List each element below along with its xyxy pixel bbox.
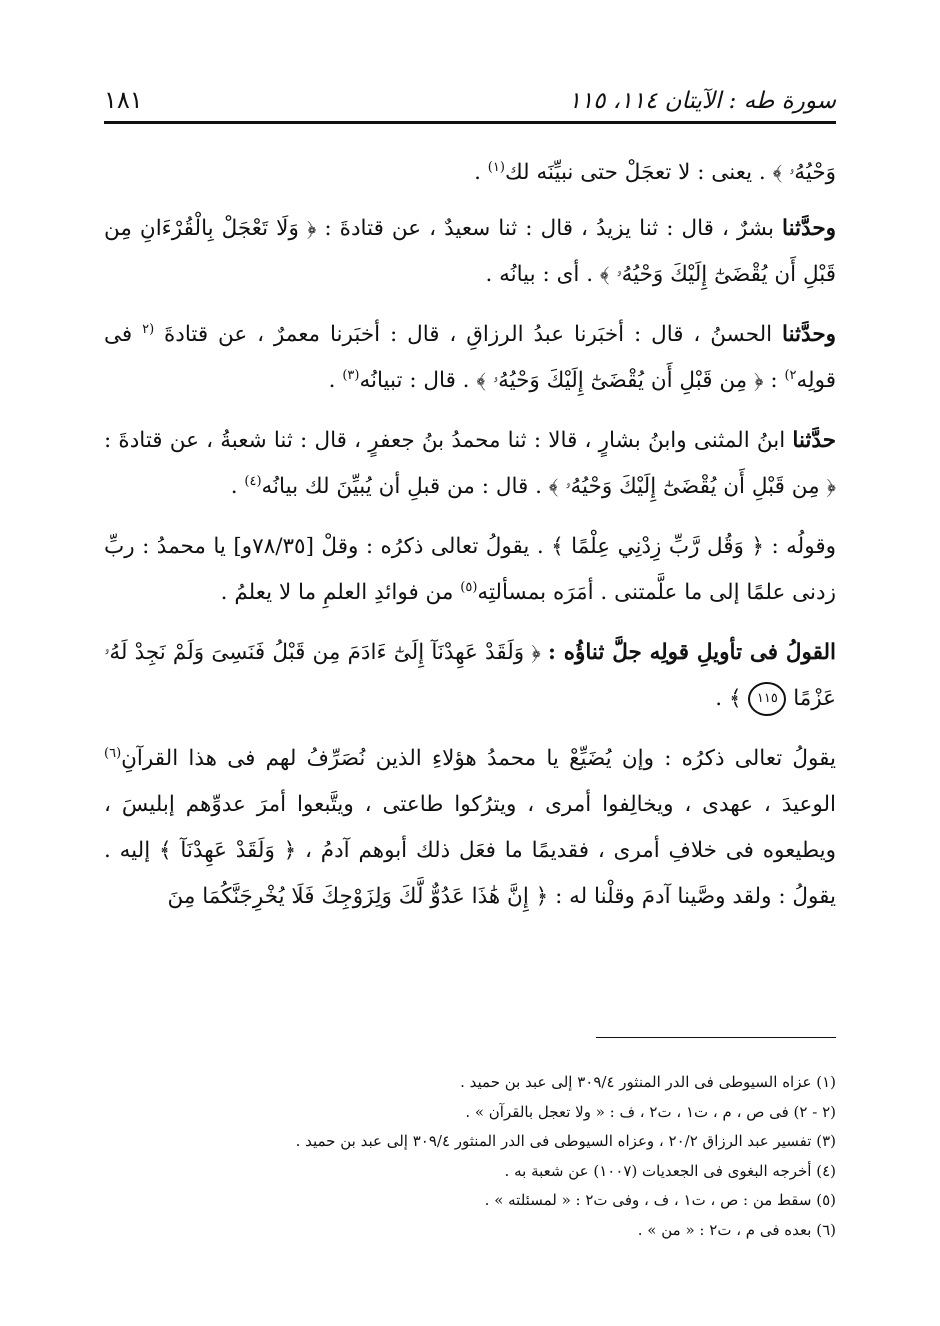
paragraph-lead: وحدَّثنا: [782, 216, 836, 241]
ayah-number-icon: ١١٥: [748, 682, 786, 716]
footnote-ref: (٤): [244, 473, 262, 489]
footnote-ref: (٣): [342, 367, 360, 383]
main-text: [104, 150, 836, 934]
paragraph-3: وحدَّثنا الحسنُ ، قال : أخبَرنا عبدُ الرزاقِ ، قال : أخبَرنا معمرٌ ، عن قتادةَ $^{(٢}$ فى قولِه$^{٢)}$ : ﴿ مِن قَبْلِ أَن يُقْضَىٰٓ إِلَيْكَ وَحْيُهُۥ ﴾ . قال : تبيانُه$^{(٣)}$ .: [104, 321, 836, 393]
header-rule: [104, 121, 836, 124]
footnote-item: (١) عزاه السيوطى فى الدر المنثور ٣٠٩/٤ إلى عبد بن حميد .: [460, 1073, 836, 1091]
footnote-item: (٢ - ٢) فى ص ، م ، ت١ ، ت٢ ، ف : « ولا تعجل بالقرآن » .: [465, 1102, 836, 1121]
footnote-item: (٤) أخرجه البغوى فى الجعديات (١٠٠٧) عن شعبة به .: [504, 1161, 836, 1180]
footnote-item: (٦) بعده فى م ، ت٢ : « من » .: [637, 1220, 836, 1239]
footnote-ref: (١): [487, 159, 505, 175]
paragraph-4: حدَّثنا ابنُ المثنى وابنُ بشارٍ ، قالا : ثنا محمدُ بنُ جعفرٍ ، قال : ثنا شعبةُ ، عن قتادةَ : ﴿ مِن قَبْلِ أَن يُقْضَىٰٓ إِلَيْكَ وَحْيُهُۥ ﴾ . قال : من قبلِ أن يُبيِّنَ لك بيانُه$^{(٤)}$ .: [104, 428, 836, 499]
footnotes: [104, 1068, 836, 1245]
section-heading: القولُ فى تأويلِ قولِه جلَّ ثناؤُه :: [547, 640, 836, 665]
footnote-ref: ٢): [784, 367, 797, 383]
footnote-ref: (٥): [460, 579, 478, 595]
page-number: ١٨١: [104, 86, 143, 114]
footnote-item: (٣) تفسير عبد الرزاق ٢٠/٢ ، وعزاه السيوطى فى الدر المنثور ٣٠٩/٤ إلى عبد بن حميد .: [295, 1132, 836, 1150]
paragraph-lead: وحدَّثنا: [782, 322, 836, 347]
footnote-ref: (٢: [142, 321, 155, 337]
running-title: سورة طه : الآيتان ١١٤، ١١٥: [568, 88, 836, 114]
paragraph-5: وقولُه : ﴿ وَقُل رَّبِّ زِدْنِي عِلْمًا ﴾ . يقولُ تعالى ذكرُه : وقلْ [٧٨/٣٥و] يا محمدُ : ربِّ زدنى علمًا إلى ما علَّمتنى . أمَرَه بمسألتِه$^{(٥)}$ من فوائدِ العلمِ ما لا يعلمُ .: [104, 534, 836, 605]
paragraph-1: وَحْيُهُۥ ﴾ . يعنى : لا تعجَلْ حتى نبيِّنَه لك$^{(١)}$ .: [474, 159, 836, 185]
page-header: [104, 70, 836, 114]
footnote-separator: [596, 1037, 836, 1038]
paragraph-lead: حدَّثنا: [792, 428, 836, 453]
footnote-ref: (٦): [104, 745, 122, 761]
paragraph-2: وحدَّثنا بشرٌ ، قال : ثنا يزيدُ ، قال : ثنا سعيدٌ ، عن قتادةَ : ﴿ وَلَا تَعْجَلْ بِالْقُرْءَانِ مِن قَبْلِ أَن يُقْضَىٰٓ إِلَيْكَ وَحْيُهُۥ ﴾ . أى : بيانُه .: [104, 216, 836, 287]
paragraph-7: يقولُ تعالى ذكرُه : وإن يُضَيِّعْ يا محمدُ هؤلاءِ الذين نُصَرِّفُ لهم فى هذا القرآنِ$^{(٦)}$ الوعيدَ ، عهدى ، ويخالِفوا أمرى ، ويترُكوا طاعتى ، ويتَّبعوا أمرَ عدوِّهم إبليسَ ، ويطيعوه فى خلافِ أمرى ، فقديمًا ما فعَل ذلك أبوهم آدمُ ، ﴿ وَلَقَدْ عَهِدْنَآ ﴾ إليه . يقولُ : ولقد وصَّينا آدمَ وقلْنا له : ﴿ إِنَّ هَٰذَا عَدُوٌّ لَّكَ وَلِزَوْجِكَ فَلَا يُخْرِجَنَّكُمَا مِنَ: [104, 745, 836, 909]
section-heading-paragraph: القولُ فى تأويلِ قولِه جلَّ ثناؤُه : ﴿ وَلَقَدْ عَهِدْنَآ إِلَىٰٓ ءَادَمَ مِن قَبْلُ فَنَسِىَ وَلَمْ نَجِدْ لَهُۥ عَزْمًا ١١٥ ﴾ .: [104, 630, 836, 722]
footnote-item: (٥) سقط من : ص ، ت١ ، ف ، وفى ت٢ : « لمسئلته » .: [484, 1191, 836, 1209]
